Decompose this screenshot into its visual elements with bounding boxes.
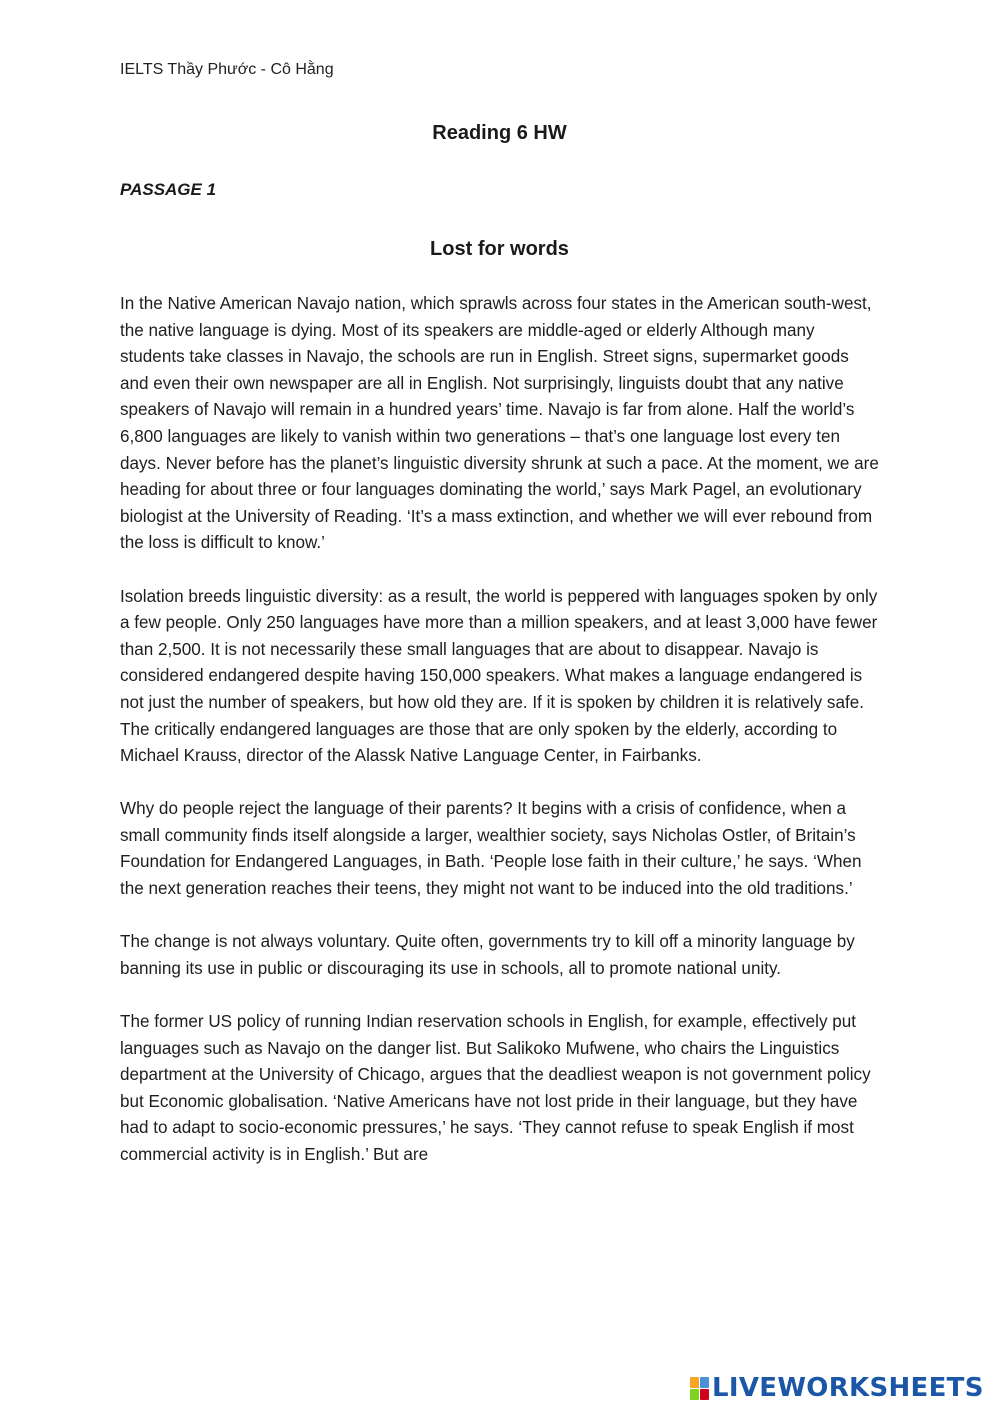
paragraph-1: In the Native American Navajo nation, which sprawls across four states in the American south-west, the native language is dying. Most of its speakers are middle-aged or elderly Although many students take classes in Navajo, the schools are run in English. Street signs, supermarket goods and even their own newspaper are all in English. Not surprisingly, linguists doubt that any native speakers of Navajo will remain in a hundred years’ time. Navajo is far from alone. Half the world’s 6,800 languages are likely to vanish within two generations – that’s one language lost every ten days. Never before has the planet’s linguistic diversity shrunk at such a pace. At the moment, we are heading for about three or four languages dominating the world,’ says Mark Pagel, an evolutionary biologist at the University of Reading. ‘It’s a mass extinction, and whether we will ever rebound from the loss is difficult to know.’ <box>120 294 879 553</box>
header-note: IELTS Thầy Phước - Cô Hằng <box>120 61 334 78</box>
paragraph-3: Why do people reject the language of their parents? It begins with a crisis of confidence, when a small community finds itself alongside a larger, wealthier society, says Nicholas Ostler, of Britain’s Foundation for Endangered Languages, in Bath. ‘People lose faith in their culture,’ he says. ‘When the next generation reaches their teens, they might not want to be induced into the old traditions.’ <box>120 799 862 899</box>
paragraph-2: Isolation breeds linguistic diversity: as a result, the world is peppered with languages spoken by only a few people. Only 250 languages have more than a million speakers, and at least 3,000 have fewer than 2,500. It is not necessarily these small languages that are about to disappear. Navajo is considered endangered despite having 150,000 speakers. What makes a language endangered is not just the number of speakers, but how old they are. If it is spoken by children it is relatively safe. The critically endangered languages are those that are only spoken by the elderly, according to Michael Krauss, director of the Alassk Native Language Center, in Fairbanks. <box>120 586 878 766</box>
liveworksheets-logo-icon <box>690 1377 709 1400</box>
paragraph-5: The former US policy of running Indian reservation schools in English, for example, effectively put languages such as Navajo on the danger list. But Salikoko Mufwene, who chairs the Linguistics department at the University of Chicago, argues that the deadliest weapon is not government policy but Economic globalisation. ‘Native Americans have not lost pride in their language, but they have had to adapt to socio-economic pressures,’ he says. ‘They cannot refuse to speak English if most commercial activity is in English.’ But are <box>120 1012 871 1164</box>
article-title: Lost for words <box>430 238 569 260</box>
liveworksheets-logo <box>690 1372 984 1404</box>
document-title: Reading 6 HW <box>432 122 567 144</box>
logo-text: LIVEWORKSHEETS <box>712 1373 984 1403</box>
paragraph-4: The change is not always voluntary. Quite often, governments try to kill off a minority language by banning its use in public or discouraging its use in schools, all to promote national unity. <box>120 932 855 978</box>
article-body <box>120 291 882 1195</box>
passage-label: PASSAGE 1 <box>120 180 217 199</box>
